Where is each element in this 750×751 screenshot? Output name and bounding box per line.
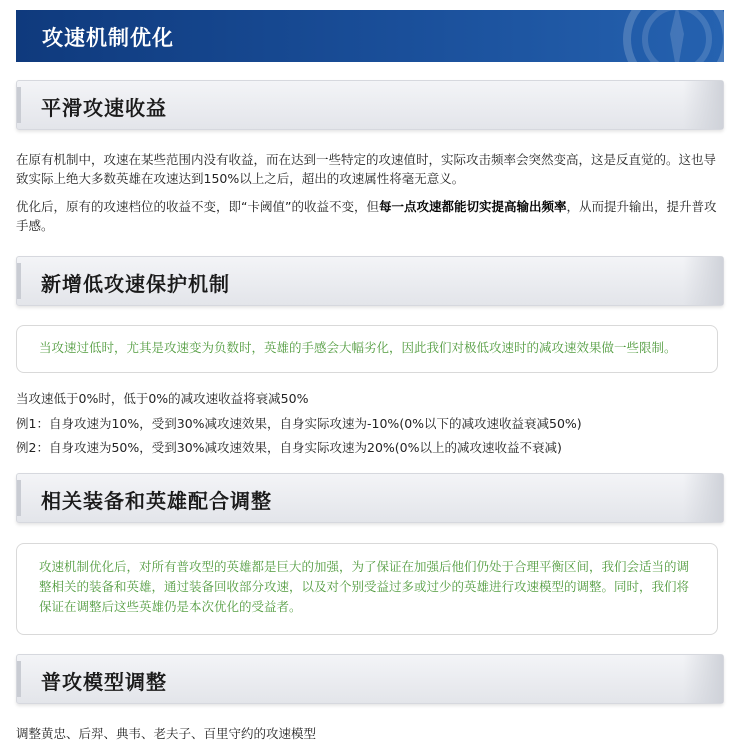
paragraph-original-mechanism: 在原有机制中，攻速在某些范围内没有收益，而在达到一些特定的攻速值时，实际攻击频率会突然变高，这是反直觉的。这也导致实际上绝大多数英雄在攻速达到150%以上之后，超出的攻速属性将毫无意义。 (16, 152, 717, 186)
example-line-2: 例2：自身攻速为50%，受到30%减攻速效果，自身实际攻速为20%(0%以上的减攻速收益不衰减) (16, 440, 562, 455)
note-box: 攻速机制优化后，对所有普攻型的英雄都是巨大的加强，为了保证在加强后他们仍处于合理平衡区间，我们会适当的调整相关的装备和英雄，通过装备回收部分攻速，以及对个别受益过多或过少的英雄进行攻速模型的调整。同时，我们将保证在调整后这些英雄仍是本次优化的受益者。 (16, 543, 718, 635)
emblem-icon (622, 10, 724, 62)
section-title: 新增低攻速保护机制 (41, 272, 230, 296)
section-title: 普攻模型调整 (41, 670, 167, 694)
page-title: 攻速机制优化 (42, 26, 174, 50)
text-segment: 优化后，原有的攻速档位的收益不变，即“卡阈值”的收益不变，但 (16, 199, 379, 214)
paragraph-after-optimization (16, 197, 728, 235)
page-banner (16, 10, 724, 62)
section-title: 平滑攻速收益 (41, 96, 167, 120)
section-title: 相关装备和英雄配合调整 (41, 489, 272, 513)
section-header-smooth-attack-speed (16, 80, 724, 130)
section-header-low-attack-speed-protection (16, 256, 724, 306)
rule-line: 当攻速低于0%时，低于0%的减攻速收益将衰减50% (16, 391, 309, 406)
text-segment: ，从而提升输出，提升普攻手感。 (16, 199, 717, 233)
example-line-1: 例1：自身攻速为10%，受到30%减攻速效果，自身实际攻速为-10%(0%以下的减攻速收益衰减50%) (16, 416, 582, 431)
highlight-text: 每一点攻速都能切实提高输出频率 (378, 199, 567, 214)
adjustment-line: 调整黄忠、后羿、典韦、老夫子、百里守约的攻速模型 (16, 726, 317, 741)
note-box: 当攻速过低时，尤其是攻速变为负数时，英雄的手感会大幅劣化，因此我们对极低攻速时的减攻速效果做一些限制。 (16, 325, 718, 373)
section-header-equipment-hero-adjustment (16, 473, 724, 523)
section-header-basic-attack-model (16, 654, 724, 704)
